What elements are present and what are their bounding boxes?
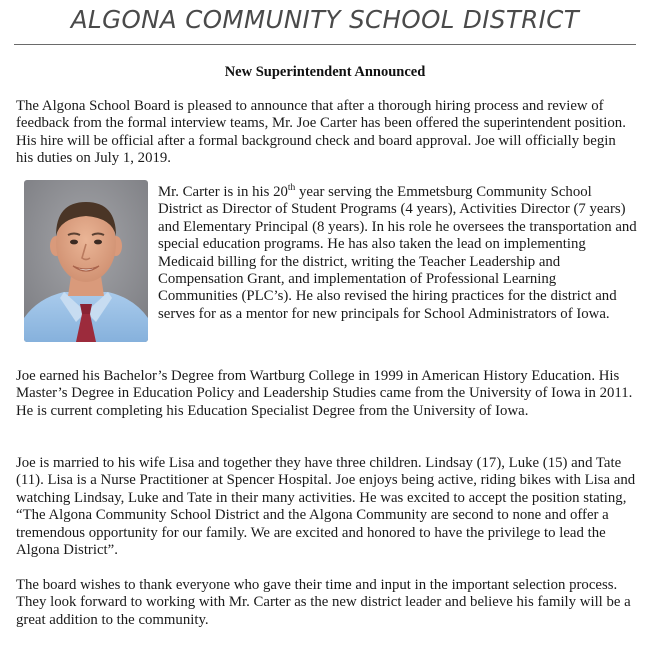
family-paragraph: Joe is married to his wife Lisa and together they have three children. Lindsay (17), Luke (15) and Tate (11). Lisa is a Nurse Practitioner at Spencer Hospital. Joe enjoys being active, riding bikes with Lisa and watching Lindsay, Luke and Tate in their many activities. He was excited to accept the position stating, “The Algona Community School District and the Algona Community are second to none and offer a tremendous opportunity for our family. We are excited and honored to have the privilege to lead the Algona District”. <box>16 455 636 559</box>
career-text-start: Mr. Carter is in his 20 <box>158 184 288 200</box>
intro-paragraph: The Algona School Board is pleased to announce that after a thorough hiring process and review of feedback from the formal interview teams, Mr. Joe Carter has been offered the superintendent position. His hire will be official after a formal background check and board approval. Joe will officially begin his duties on July 1, 2019. <box>16 98 626 167</box>
district-title: ALGONA COMMUNITY SCHOOL DISTRICT <box>70 5 580 34</box>
closing-paragraph: The board wishes to thank everyone who gave their time and input in the important selection process. They look forward to working with Mr. Carter as the new district leader and believe his family will be a great addition to the community. <box>16 577 631 628</box>
article-headline: New Superintendent Announced <box>224 64 426 80</box>
career-text-rest: year serving the Emmetsburg Community School District as Director of Student Programs (4 years), Activities Director (7 years) and Elementary Principal (8 years). In his role he oversees the transportation and special education programs. He has also taken the lead on implementing Medicaid billing for the district, writing the Teacher Leadership and Compensation Grant, and implementation of Professional Learning Communities (PLC’s). He also revised the hiring practices for the district and serves for as a mentor for new principals for School Administrators of Iowa. <box>158 184 637 322</box>
ordinal-suffix: th <box>287 183 296 193</box>
career-paragraph <box>158 184 638 323</box>
superintendent-photo <box>24 180 148 342</box>
district-header <box>14 0 636 45</box>
education-paragraph: Joe earned his Bachelor’s Degree from Wartburg College in 1999 in American History Education. His Master’s Degree in Education Policy and Leadership Studies came from the University of Iowa in 2011. He is current completing his Education Specialist Degree from the University of Iowa. <box>16 368 633 419</box>
portrait-photo-icon <box>24 180 148 342</box>
